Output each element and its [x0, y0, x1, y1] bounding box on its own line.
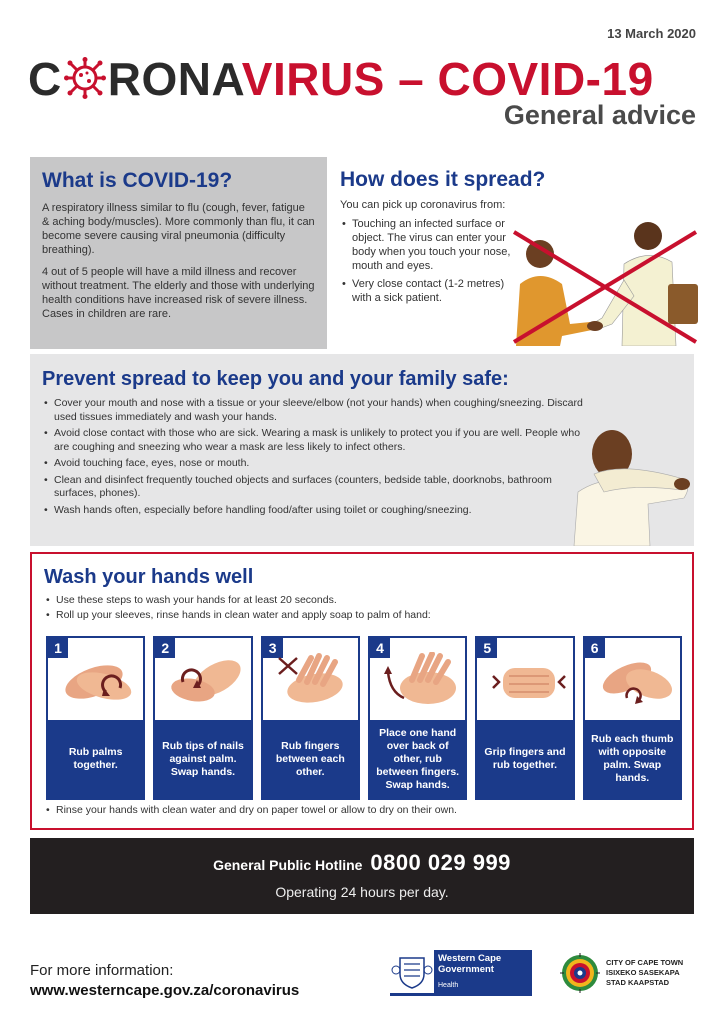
- city-line-3: STAD KAAPSTAD: [606, 978, 670, 987]
- step-number: 5: [477, 638, 497, 658]
- western-cape-government-logo: [390, 950, 532, 996]
- hotline-hours: Operating 24 hours per day.: [275, 884, 449, 900]
- city-emblem-icon: [560, 953, 600, 993]
- title-virus-covid: VIRUS – COVID-19: [241, 53, 654, 105]
- rub-palms-icon: [60, 652, 140, 712]
- city-line-1: CITY OF CAPE TOWN: [606, 958, 684, 967]
- date-label: 13 March 2020: [607, 26, 696, 41]
- back-of-hand-icon: [382, 652, 462, 712]
- rub-between-fingers-icon: [275, 652, 355, 712]
- step-caption: Rub palms together.: [48, 720, 143, 798]
- wash-instructions-list: [44, 593, 680, 623]
- step-caption: Grip fingers and rub together.: [477, 720, 572, 798]
- page-title: [28, 52, 654, 106]
- title-letter-c: C: [28, 53, 62, 105]
- wash-step-3: [261, 636, 360, 800]
- coat-of-arms-icon: [390, 950, 434, 992]
- step-number: 2: [155, 638, 175, 658]
- step-image: [370, 638, 465, 720]
- wcg-text: [434, 950, 532, 993]
- what-is-section: [30, 157, 327, 349]
- what-is-paragraph-2: 4 out of 5 people will have a mild illness and recover without treatment. The elderly and those with underlying health conditions have increased risk of severe illness. Cases in children are rare.: [42, 266, 315, 320]
- rinse-note-list: [44, 803, 457, 818]
- prevent-item: • Cover your mouth and nose with a tissue or your sleeve/elbow (not your hands) when coughing/sneezing. Discard used tissues immediately and wash your hands.: [42, 397, 590, 424]
- step-number: 6: [585, 638, 605, 658]
- title-rona: RONA: [107, 53, 242, 105]
- prevent-heading: Prevent spread to keep you and your family safe:: [42, 368, 509, 390]
- hotline-banner: [30, 838, 694, 914]
- grip-fingers-icon: [489, 652, 569, 712]
- spread-intro: You can pick up coronavirus from:: [340, 199, 506, 211]
- step-image: [48, 638, 143, 720]
- step-number: 4: [370, 638, 390, 658]
- what-is-heading: What is COVID-19?: [42, 169, 233, 192]
- more-info-url[interactable]: www.westerncape.gov.za/coronavirus: [30, 982, 300, 999]
- prevent-section: [30, 354, 694, 546]
- step-caption: Place one hand over back of other, rub between fingers. Swap hands.: [370, 720, 465, 798]
- hotline-number: 0800 029 999: [370, 850, 511, 875]
- wcg-line-1: Western Cape: [438, 953, 502, 964]
- spread-section: [340, 168, 700, 348]
- sneeze-elbow-illustration: [564, 418, 694, 546]
- step-caption: Rub each thumb with opposite palm. Swap hands.: [585, 720, 680, 798]
- step-number: 1: [48, 638, 68, 658]
- city-name-text: [606, 958, 683, 988]
- wash-step-1: [46, 636, 145, 800]
- wcg-line-2: Government: [438, 964, 494, 975]
- what-is-paragraph-1: A respiratory illness similar to flu (cough, fever, fatigue & aching body/muscles). More commonly than flu, it can become severe causing viral pneumonia (difficulty breathing).: [42, 202, 315, 256]
- rinse-note: • Rinse your hands with clean water and dry on paper towel or allow to dry on their own.: [44, 803, 457, 818]
- step-number: 3: [263, 638, 283, 658]
- wash-step-2: [153, 636, 252, 800]
- more-info-label: For more information:: [30, 962, 174, 979]
- rub-nails-icon: [167, 652, 247, 712]
- spread-item: • Touching an infected surface or object. The virus can enter your body when you touch your nose, mouth and eyes.: [340, 217, 512, 273]
- wash-hands-section: [30, 552, 694, 830]
- prevent-list: [42, 397, 590, 517]
- wash-step-6: [583, 636, 682, 800]
- virus-icon: [64, 57, 106, 99]
- step-caption: Rub tips of nails against palm. Swap hands.: [155, 720, 250, 798]
- wash-step-4: [368, 636, 467, 800]
- step-caption: Rub fingers between each other.: [263, 720, 358, 798]
- rub-thumb-icon: [597, 652, 677, 712]
- step-image: [585, 638, 680, 720]
- wash-instruction: • Roll up your sleeves, rinse hands in clean water and apply soap to palm of hand:: [44, 608, 680, 623]
- wash-instruction: • Use these steps to wash your hands for at least 20 seconds.: [44, 593, 680, 608]
- wash-heading: Wash your hands well: [44, 566, 254, 588]
- wash-step-5: [475, 636, 574, 800]
- spread-list: [340, 217, 512, 305]
- page-subtitle: General advice: [503, 100, 696, 130]
- prevent-item: • Wash hands often, especially before handling food/after using toilet or coughing/sneezing.: [42, 504, 590, 518]
- wash-steps: [46, 636, 682, 800]
- wcg-department: Health: [438, 982, 459, 989]
- city-line-2: ISIXEKO SASEKAPA: [606, 968, 680, 977]
- handshake-illustration: [500, 214, 700, 346]
- prevent-item: • Avoid touching face, eyes, nose or mouth.: [42, 457, 590, 471]
- spread-item: • Very close contact (1-2 metres) with a sick patient.: [340, 277, 512, 305]
- prevent-item: • Avoid close contact with those who are sick. Wearing a mask is unlikely to protect you if you are well. People who are coughing and sneezing who wear a mask are less likely to infect others.: [42, 427, 590, 454]
- hotline-line: [30, 850, 694, 876]
- step-image: [477, 638, 572, 720]
- step-image: [155, 638, 250, 720]
- city-of-cape-town-logo: [560, 950, 700, 996]
- step-image: [263, 638, 358, 720]
- hotline-label: General Public Hotline: [213, 857, 363, 873]
- prevent-item: • Clean and disinfect frequently touched objects and surfaces (counters, bedside table, doorknobs, bathroom surfaces, phones).: [42, 474, 590, 501]
- spread-heading: How does it spread?: [340, 168, 546, 191]
